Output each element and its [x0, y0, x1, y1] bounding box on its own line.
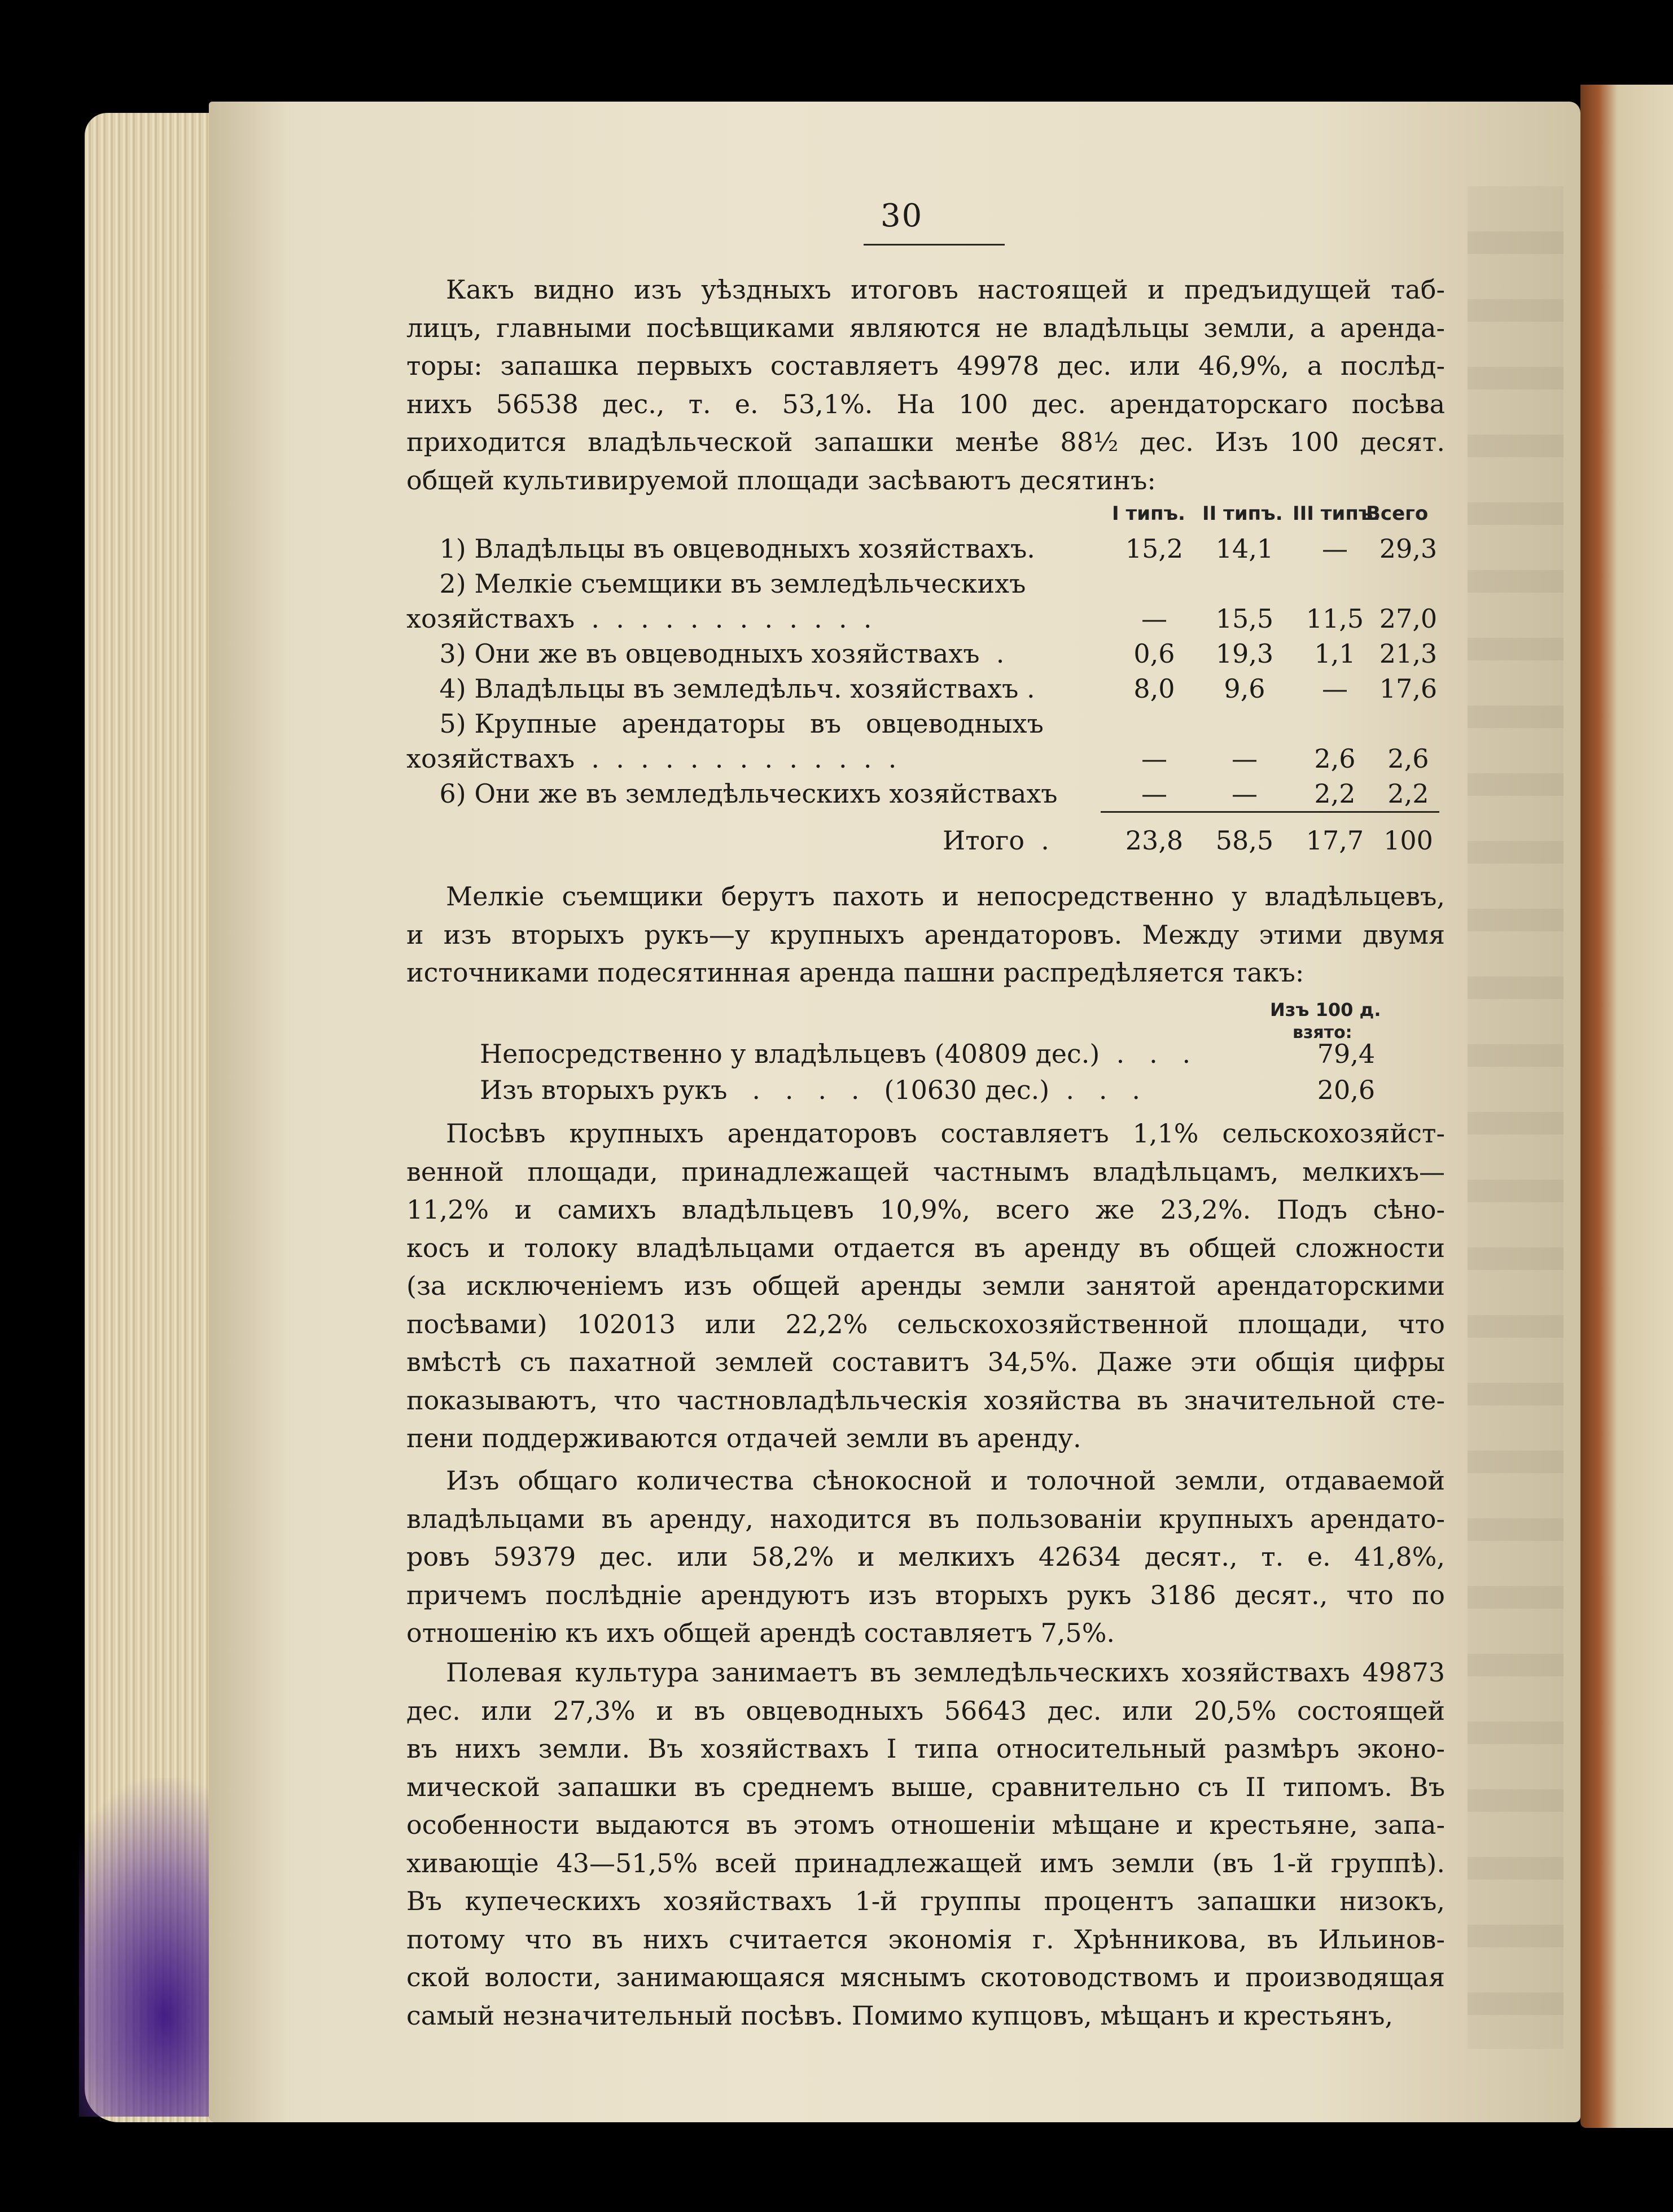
text-line: дес. или 27,3% и въ овцеводныхъ 56643 дес. или 20,5% состоящей	[406, 1695, 1445, 1726]
table-row	[406, 638, 1445, 676]
text-line: Изъ общаго количества сѣнокосной и толочной земли, отдаваемой	[446, 1465, 1445, 1496]
adjacent-page	[1580, 85, 1673, 2128]
table-cell: 27,0	[1379, 603, 1438, 634]
table-cell: 1,1	[1314, 638, 1356, 669]
table-cell: 19,3	[1215, 638, 1274, 669]
paragraph-1	[406, 271, 1445, 500]
text-line: хивающіе 43—51,5% всей принадлежащей имъ земли (въ 1-й группѣ).	[406, 1847, 1445, 1878]
total-rule	[1101, 811, 1439, 813]
table-row	[406, 778, 1445, 816]
text-line: отношенію къ ихъ общей арендѣ составляетъ 7,5%.	[406, 1618, 1115, 1648]
table-cell: 2,6	[1387, 743, 1429, 774]
text-line: вмѣстѣ съ пахатной землей составитъ 34,5%. Даже эти общія цифры	[406, 1347, 1445, 1377]
text-line: ской волости, занимающаяся мяснымъ скотоводствомъ и производящая	[406, 1962, 1445, 1992]
total-label: Итого .	[943, 825, 1049, 856]
table-cell: 20,6	[1317, 1075, 1376, 1105]
row-label: 4) Владѣльцы въ земледѣльч. хозяйствахъ .	[406, 673, 1035, 704]
table-row	[406, 743, 1445, 781]
text-line: и изъ вторыхъ рукъ—у крупныхъ арендаторовъ. Между этими двумя	[406, 919, 1445, 950]
table-cell: —	[1141, 778, 1167, 809]
table-cell: 9,6	[1224, 673, 1265, 704]
total-cell: 17,7	[1306, 825, 1364, 856]
text-line: общей культивируемой площади засѣваютъ десятинъ:	[406, 465, 1156, 496]
row-label: Непосредственно у владѣльцевъ (40809 дес.) . . .	[480, 1039, 1191, 1069]
table-cell: 79,4	[1317, 1039, 1376, 1069]
total-cell: 100	[1383, 825, 1433, 856]
text-line: владѣльцами въ аренду, находится въ пользованіи крупныхъ арендато-	[406, 1503, 1445, 1534]
table-header: Всего	[1366, 502, 1429, 525]
row-label: 1) Владѣльцы въ овцеводныхъ хозяйствахъ.	[406, 533, 1035, 564]
table-cell: 17,6	[1379, 673, 1438, 704]
table-row	[406, 568, 1445, 606]
paragraph-3	[406, 1115, 1445, 1458]
paragraph-2	[406, 878, 1445, 992]
table-row	[406, 533, 1445, 571]
paragraph-5	[406, 1654, 1445, 2035]
text-line: Какъ видно изъ уѣздныхъ итоговъ настоящей и предъидущей таб-	[446, 274, 1445, 305]
text-line: Въ купеческихъ хозяйствахъ 1-й группы процентъ запашки низокъ,	[406, 1886, 1445, 1916]
page-number: 30	[881, 198, 923, 234]
row-label: 3) Они же въ овцеводныхъ хозяйствахъ .	[406, 638, 1005, 669]
text-line: лицъ, главными посѣвщиками являются не владѣльцы земли, а аренда-	[406, 312, 1445, 343]
total-cell: 58,5	[1215, 825, 1274, 856]
text-line: ровъ 59379 дес. или 58,2% и мелкихъ 42634 десят., т. е. 41,8%,	[406, 1541, 1445, 1572]
table-cell: —	[1322, 673, 1348, 704]
text-line: мической запашки въ среднемъ выше, сравнительно съ II типомъ. Въ	[406, 1771, 1445, 1802]
table-cell: —	[1232, 743, 1258, 774]
text-line: (за исключеніемъ изъ общей аренды земли занятой арендаторскими	[406, 1271, 1445, 1301]
table-cell: 8,0	[1133, 673, 1175, 704]
text-line: Посѣвъ крупныхъ арендаторовъ составляетъ 1,1% сельскохозяйст-	[446, 1118, 1445, 1149]
table-cell: —	[1141, 603, 1167, 634]
table-cell: 2,2	[1387, 778, 1429, 809]
text-line: показываютъ, что частновладѣльческія хозяйства въ значительной сте-	[406, 1385, 1445, 1416]
text-line: Мелкіе съемщики берутъ пахоть и непосредственно у владѣльцевъ,	[446, 881, 1445, 912]
table-cell: 14,1	[1215, 533, 1274, 564]
total-cell: 23,8	[1125, 825, 1184, 856]
table-row	[406, 673, 1445, 711]
text-line: венной площади, принадлежащей частнымъ владѣльцамъ, мелкихъ—	[406, 1156, 1445, 1187]
table-cell: —	[1322, 533, 1348, 564]
table-cell: 2,6	[1314, 743, 1356, 774]
table-cell: —	[1141, 743, 1167, 774]
table-cell: 29,3	[1379, 533, 1438, 564]
table2-row	[406, 1039, 1445, 1076]
table-cell: —	[1232, 778, 1258, 809]
table-cell: 21,3	[1379, 638, 1438, 669]
text-line: приходится владѣльческой запашки менѣе 88½ дес. Изъ 100 десят.	[406, 427, 1445, 457]
table-row	[406, 708, 1445, 746]
text-line: торы: запашка первыхъ составляетъ 49978 дес. или 46,9%, а послѣд-	[406, 351, 1445, 381]
text-line: самый незначительный посѣвъ. Помимо купцовъ, мѣщанъ и крестьянъ,	[406, 2000, 1394, 2031]
text-line: косъ и толоку владѣльцами отдается въ аренду въ общей сложности	[406, 1232, 1445, 1263]
bleed-through-shadow	[1468, 186, 1563, 2049]
row-label: 2) Мелкіе съемщики въ земледѣльческихъ	[406, 568, 1026, 599]
table-header: III типъ.	[1293, 502, 1381, 525]
text-line: особенности выдаются въ этомъ отношеніи мѣщане и крестьяне, запа-	[406, 1810, 1445, 1840]
table-row	[406, 603, 1445, 641]
row-label: хозяйствахъ . . . . . . . . . . . . .	[406, 743, 897, 774]
table-header: I типъ.	[1112, 502, 1185, 525]
text-line: нихъ 56538 дес., т. е. 53,1%. На 100 дес. арендаторскаго посѣва	[406, 388, 1445, 419]
text-line: потому что въ нихъ считается экономія г. Хрѣнникова, въ Ильинов-	[406, 1924, 1445, 1955]
text-line: источниками подесятинная аренда пашни распредѣляется такъ:	[406, 957, 1304, 988]
table-cell: 15,2	[1125, 533, 1184, 564]
page-number-rule	[864, 244, 1005, 246]
text-line: пени поддерживаются отдачей земли въ аренду.	[406, 1423, 1081, 1453]
text-line: въ нихъ земли. Въ хозяйствахъ I типа относительный размѣръ эконо-	[406, 1733, 1445, 1764]
table-cell: 15,5	[1215, 603, 1274, 634]
table-header: II типъ.	[1202, 502, 1283, 525]
text-line: 11,2% и самихъ владѣльцевъ 10,9%, всего же 23,2%. Подъ сѣно-	[406, 1194, 1445, 1225]
row-label: 6) Они же въ земледѣльческихъ хозяйствахъ	[406, 778, 1058, 809]
text-line: Полевая культура занимаетъ въ земледѣльческихъ хозяйствахъ 49873	[446, 1657, 1445, 1688]
table2-row	[406, 1075, 1445, 1112]
table2-header: Изъ 100 д.	[1270, 999, 1381, 1020]
row-label: хозяйствахъ . . . . . . . . . . . .	[406, 603, 872, 634]
text-line: посѣвами) 102013 или 22,2% сельскохозяйственной площади, что	[406, 1308, 1445, 1339]
total-row	[406, 825, 1445, 863]
row-label: 5) Крупные арендаторы въ овцеводныхъ	[406, 708, 1044, 739]
table-cell: 11,5	[1306, 603, 1364, 634]
paragraph-4	[406, 1462, 1445, 1653]
text-line: причемъ послѣдніе арендуютъ изъ вторыхъ рукъ 3186 десят., что по	[406, 1579, 1445, 1610]
table2-subheader: взято:	[1293, 1023, 1352, 1043]
table-cell: 2,2	[1314, 778, 1356, 809]
row-label: Изъ вторыхъ рукъ . . . . (10630 дес.) . . .	[480, 1075, 1140, 1105]
table-cell: 0,6	[1133, 638, 1175, 669]
